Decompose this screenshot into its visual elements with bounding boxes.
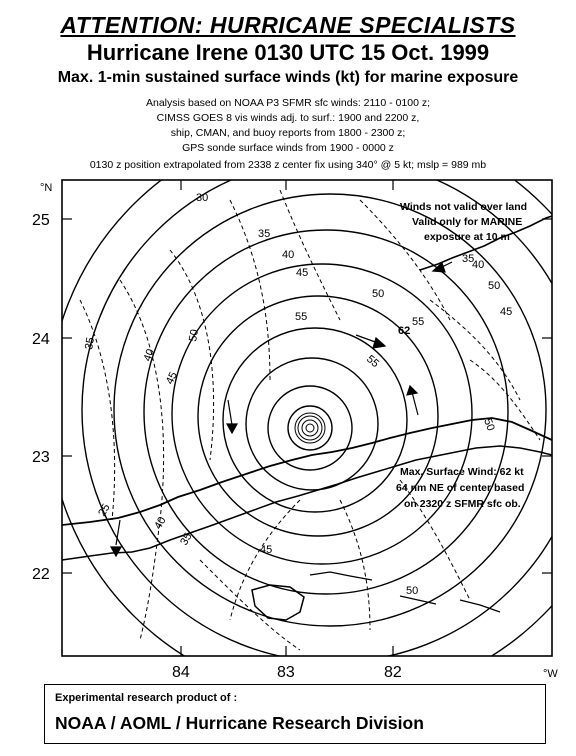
southern-cays (310, 572, 500, 612)
max-wind-note: Max. Surface Wind: 62 kt (400, 466, 524, 478)
isotach-label: 55 (412, 316, 425, 328)
isotach-label: 40 (472, 259, 485, 271)
storm-center-icon (295, 413, 325, 443)
isotach-label: 45 (163, 370, 180, 387)
isotach-label: 25 (96, 501, 113, 519)
lon-label-83: 83 (277, 664, 295, 681)
isotach-label: 55 (364, 353, 382, 371)
page-title: ATTENTION: HURRICANE SPECIALISTS (60, 12, 516, 38)
isotach-label: 50 (488, 280, 501, 292)
isotach-label: 35 (258, 228, 271, 240)
isotach-label: 35 (83, 336, 98, 351)
isotach-label: 45 (500, 306, 513, 318)
isotach-label: 35 (178, 530, 195, 548)
flow-arrows (111, 262, 452, 556)
isotach-label: 45 (260, 544, 273, 556)
footer-credit-box (44, 684, 546, 744)
isotach-label: 35 (462, 253, 475, 265)
max-wind-note: on 2320 z SFMR sfc ob. (404, 498, 521, 510)
lat-label-24: 24 (32, 331, 50, 348)
analysis-note: GPS sonde surface winds from 1900 - 0000 z (182, 142, 394, 154)
validity-note: Winds not valid over land (400, 201, 528, 213)
product-description: Max. 1-min sustained surface winds (kt) for marine exposure (57, 69, 519, 86)
lat-unit: °N (40, 182, 53, 194)
validity-note: exposure at 10 m (424, 231, 510, 243)
isotach-label: 45 (296, 267, 309, 279)
analysis-note: ship, CMAN, and buoy reports from 1800 - 2300 z; (170, 127, 406, 139)
footer-line1: Experimental research product of : (55, 692, 238, 704)
isotach-label: 50 (406, 585, 419, 597)
isotach-label: 55 (295, 311, 308, 323)
lon-label-82: 82 (384, 664, 402, 681)
isotach-label: 50 (481, 416, 497, 433)
lat-label-23: 23 (32, 449, 50, 466)
max-wind-note: 64 nm NE of center based (396, 482, 525, 494)
lon-label-84: 84 (172, 664, 190, 681)
isotach-label: 40 (152, 514, 169, 532)
isotach-label: 30 (196, 192, 209, 204)
lon-unit: °W (543, 668, 558, 680)
analysis-note: CIMSS GOES 8 vis winds adj. to surf.: 1900 and 2200 z, (156, 112, 420, 124)
position-note: 0130 z position extrapolated from 2338 z center fix using 340° @ 5 kt; mslp = 989 mb (89, 159, 487, 171)
isotach-label: 50 (372, 288, 385, 300)
analysis-note: Analysis based on NOAA P3 SFMR sfc winds: 2110 - 0100 z; (145, 97, 431, 109)
lat-label-25: 25 (32, 212, 50, 229)
isotach-label: 40 (282, 249, 295, 261)
lat-label-22: 22 (32, 566, 50, 583)
validity-note: Valid only for MARINE (412, 216, 523, 228)
storm-subtitle: Hurricane Irene 0130 UTC 15 Oct. 1999 (86, 40, 490, 65)
isotach-label: 62 (398, 325, 411, 337)
isotach-label: 50 (187, 328, 202, 343)
footer-line2: NOAA / AOML / Hurricane Research Division (55, 713, 424, 733)
isotach-label: 40 (141, 347, 158, 364)
